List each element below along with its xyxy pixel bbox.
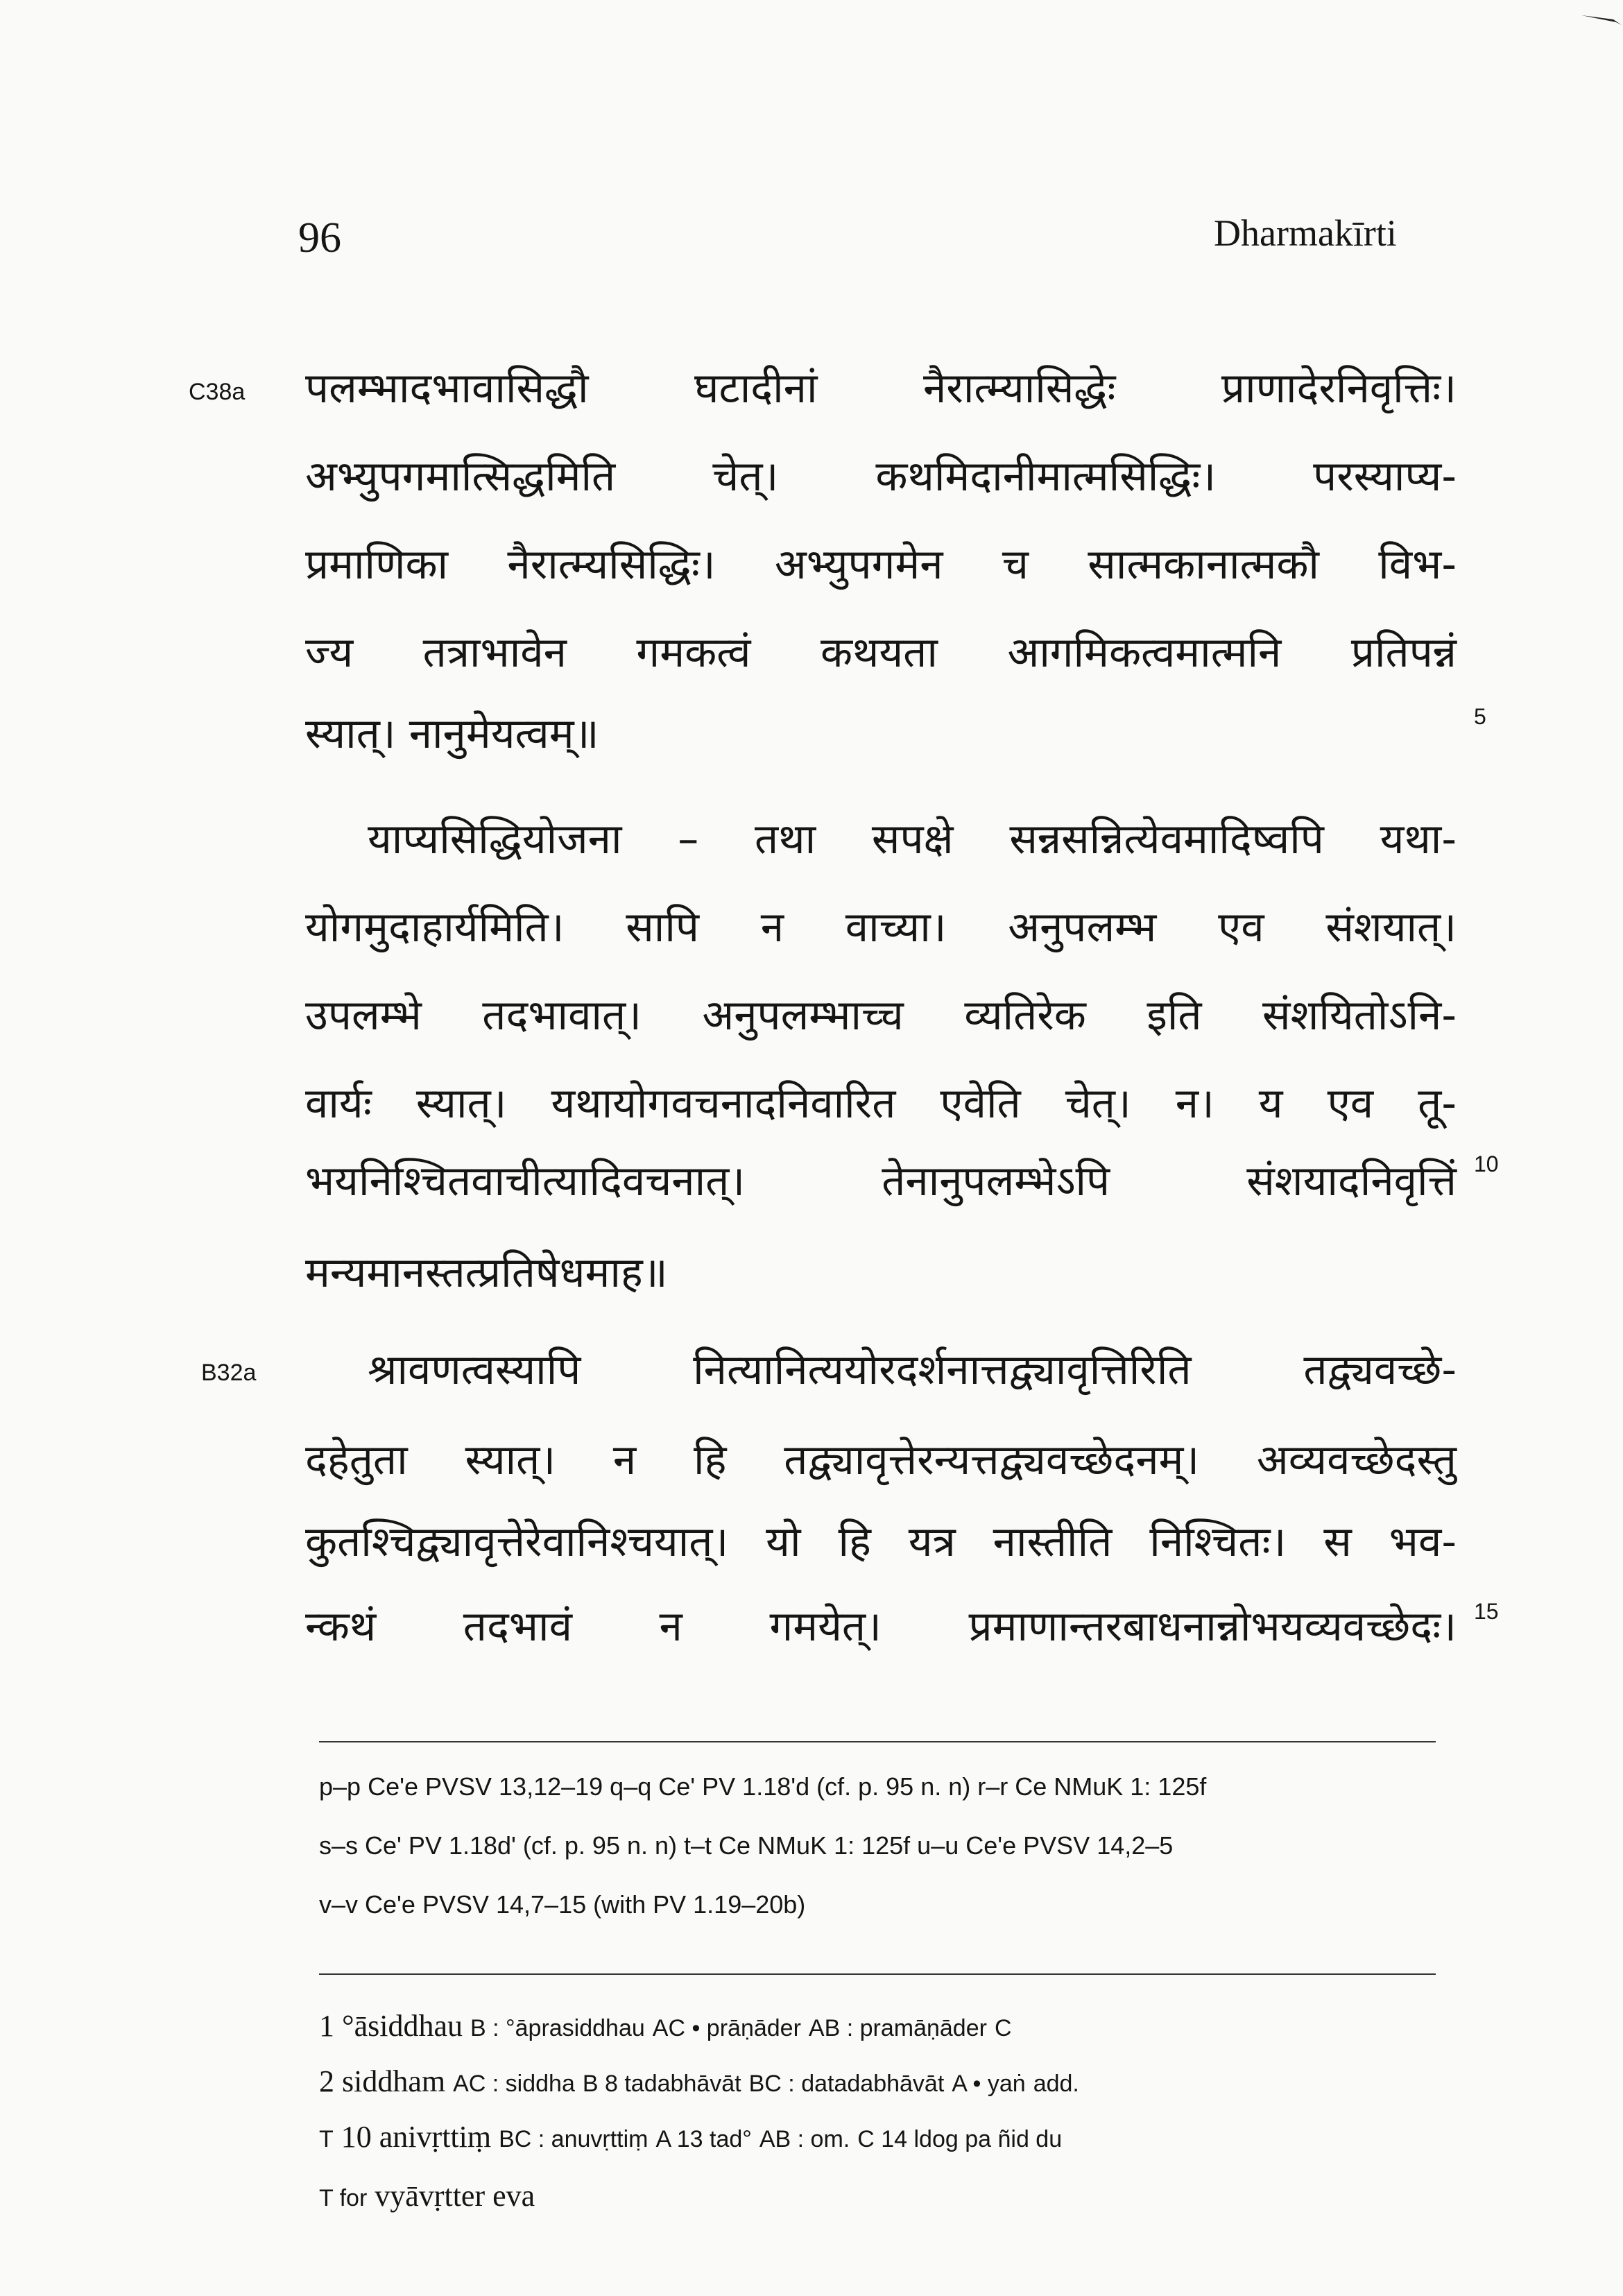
apparatus-divider [319,1973,1436,1975]
apparatus-entry: A 13 tad° [655,2126,752,2152]
apparatus-line-1 [319,2008,1012,2044]
running-head: Dharmakīrti [1214,212,1397,254]
text-line-6: याप्यसिद्धियोजना – तथा सपक्षे सन्नसन्नित्येवमादिष्वपि यथा- [368,815,1457,864]
apparatus-line-4 [319,2178,535,2213]
text-line-4: ज्य तत्राभावेन गमकत्वं कथयता आगमिकत्वमात्मनि प्रतिपन्नं [305,628,1457,677]
apparatus-entry: AC : siddha [453,2071,575,2097]
apparatus-entry: B : °āprasiddhau [470,2015,645,2041]
apparatus-entry: 10 anivṛttiṃ [341,2120,492,2154]
apparatus-entry: AB : pramāṇāder [808,2015,987,2041]
margin-sigla-b32a: B32a [201,1360,257,1386]
apparatus-entry: B 8 tadabhāvāt [582,2071,741,2097]
text-line-8: उपलम्भे तदभावात्। अनुपलम्भाच्च व्यतिरेक इति संशयितोऽनि- [305,991,1457,1040]
margin-sigla-c38a: C38a [189,379,246,405]
apparatus-entry: add. [1033,2071,1079,2097]
apparatus-entry: vyāvṛtter eva [375,2179,535,2213]
text-line-11: मन्यमानस्तत्प्रतिषेधमाह॥ [305,1249,668,1297]
text-line-2: अभ्युपगमात्सिद्धमिति चेत्। कथमिदानीमात्मसिद्धिः। परस्याप्य- [305,452,1457,501]
text-line-5: स्यात्। नानुमेयत्वम्॥ [305,710,599,758]
testimonia-line-1: p–p Ce'e PVSV 13,12–19 q–q Ce' PV 1.18'd (cf. p. 95 n. n) r–r Ce NMuK 1: 125f [319,1772,1207,1801]
text-line-3: प्रमाणिका नैरात्म्यसिद्धिः। अभ्युपगमेन च सात्मकानात्मकौ विभ- [305,540,1457,589]
apparatus-entry: AB : om. [759,2126,850,2152]
apparatus-line-3 [319,2119,1062,2154]
apparatus-entry: C 14 ldog pa ñid du [857,2126,1063,2152]
apparatus-entry: C [994,2015,1012,2041]
apparatus-entry: AC • prāṇāder [652,2015,801,2041]
text-line-9: वार्यः स्यात्। यथायोगवचनादनिवारित एवेति चेत्। न। य एव तू- [305,1079,1457,1128]
line-number-10: 10 [1474,1151,1499,1176]
testimonia-line-2: s–s Ce' PV 1.18d' (cf. p. 95 n. n) t–t Ce NMuK 1: 125f u–u Ce'e PVSV 14,2–5 [319,1831,1174,1860]
text-line-15: न्कथं तदभावं न गमयेत्। प्रमाणान्तरबाधनान्नोभयव्यवच्छेदः। [305,1602,1457,1651]
apparatus-line-2 [319,2064,1079,2099]
apparatus-entry: T for [319,2185,368,2211]
text-line-13: दहेतुता स्यात्। न हि तद्व्यावृत्तेरन्यत्तद्व्यवच्छेदनम्। अव्यवच्छेदस्तु [305,1436,1457,1484]
apparatus-entry: 1 °āsiddhau [319,2009,463,2043]
line-number-15: 15 [1474,1599,1499,1624]
text-line-10: भयनिश्चितवाचीत्यादिवचनात्। तेनानुपलम्भेऽपि संशयादनिवृत्तिं [305,1157,1457,1206]
testimonia-line-3: v–v Ce'e PVSV 14,7–15 (with PV 1.19–20b) [319,1890,806,1919]
text-line-12: श्रावणत्वस्यापि नित्यानित्ययोरदर्शनात्तद्व्यावृत्तिरिति तद्व्यवच्छे- [368,1346,1457,1394]
apparatus-entry: A • yaṅ [952,2071,1026,2097]
apparatus-entry: 2 siddham [319,2064,446,2098]
testimonia-divider [319,1741,1436,1742]
apparatus-entry: T [319,2126,334,2152]
scan-corner-mark [1581,12,1622,25]
text-line-1: पलम्भादभावासिद्धौ घटादीनां नैरात्म्यासिद्धेः प्राणादेरनिवृत्तिः। [305,364,1457,413]
apparatus-entry: BC : anuvṛttiṃ [499,2126,649,2152]
page-number: 96 [298,214,341,262]
text-line-7: योगमुदाहार्यमिति। सापि न वाच्या। अनुपलम्भ एव संशयात्। [305,903,1457,952]
line-number-5: 5 [1474,704,1486,729]
text-line-14: कुतश्चिद्व्यावृत्तेरेवानिश्चयात्। यो हि यत्र नास्तीति निश्चितः। स भव- [305,1518,1457,1566]
apparatus-entry: BC : datadabhāvāt [748,2071,945,2097]
